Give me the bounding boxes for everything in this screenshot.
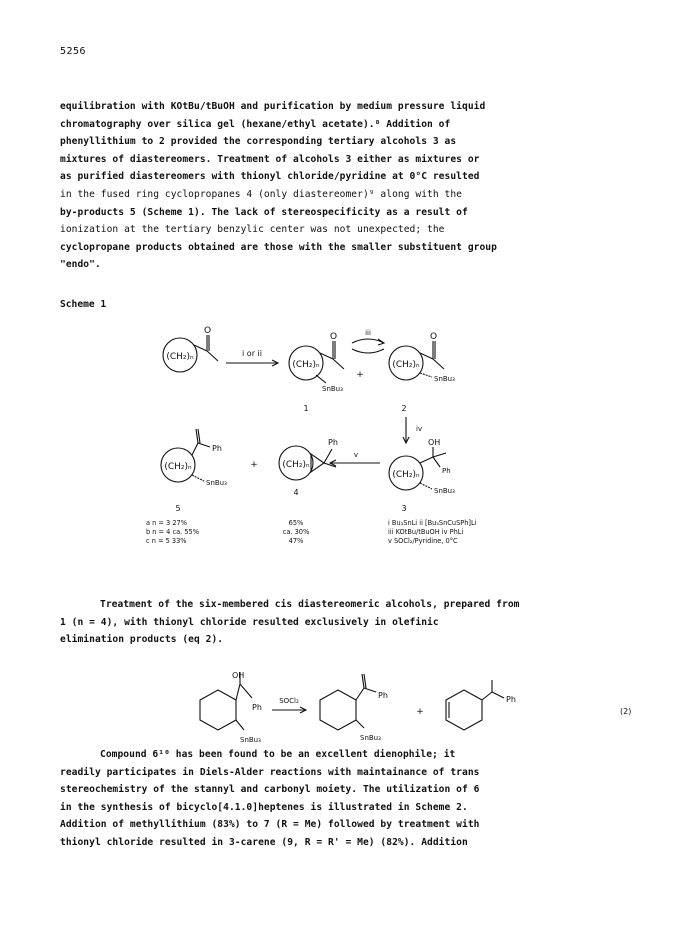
substituent-label: SnBu₃	[360, 734, 381, 742]
compound-2	[389, 332, 455, 413]
substituent-label: Ph	[252, 703, 262, 712]
ring-label: (CH₂)ₙ	[164, 462, 192, 472]
text-line: phenyllithium to 2 provided the corresponding tertiary alcohols 3 as	[60, 136, 457, 148]
substituent-label: SnBu₃	[434, 375, 455, 383]
ring-label: (CH₂)ₙ	[282, 460, 310, 470]
compound-label: 1	[303, 404, 309, 413]
substituent-label: SnBu₃	[322, 385, 343, 393]
substituent-label: SnBu₃	[434, 487, 455, 495]
text-line: 1 (n = 4), with thionyl chloride resulted exclusively in olefinic	[60, 616, 439, 628]
compound-5	[161, 429, 227, 513]
eq-reagent: SOCl₂	[279, 697, 299, 705]
substituent-label: Ph	[378, 691, 388, 700]
plus-sign: +	[356, 370, 364, 380]
eq-product-1	[320, 674, 388, 742]
arrow-label: v	[353, 451, 359, 459]
reagent-line: i Bu₃SnLi ii [Bu₃SnCuSPh]Li	[388, 519, 477, 527]
ring-label: (CH₂)ₙ	[392, 360, 420, 370]
svg-text:O: O	[204, 326, 212, 336]
reagent-line: iii KOtBu/tBuOH iv PhLi	[388, 528, 464, 536]
text-line: ionization at the tertiary benzylic center was not unexpected; the	[60, 224, 445, 236]
equation-number: (2)	[620, 707, 632, 716]
page-number: 5256	[60, 46, 87, 57]
text-line: "endo".	[60, 259, 101, 271]
reagent-line: v SOCl₂/Pyridine, 0°C	[388, 537, 458, 545]
ring-label: (CH₂)ₙ	[166, 352, 194, 362]
text-line: Compound 6¹⁰ has been found to be an excellent dienophile; it	[100, 749, 456, 760]
ring-label: (CH₂)ₙ	[392, 470, 420, 480]
ring-label: (CH₂)ₙ	[292, 360, 320, 370]
text-line: in the synthesis of bicyclo[4.1.0]heptenes is illustrated in Scheme 2.	[60, 801, 468, 813]
svg-text:O: O	[330, 332, 338, 342]
text-line: mixtures of diastereomers. Treatment of alcohols 3 either as mixtures or	[60, 153, 480, 165]
yield-line: a n = 3 27%	[146, 519, 187, 527]
substituent-label: Ph	[328, 438, 338, 447]
scheme-title: Scheme 1	[60, 299, 107, 310]
text-line: Addition of methyllithium (83%) to 7 (R = Me) followed by treatment with	[60, 819, 480, 831]
substituent-label: OH	[428, 438, 441, 447]
text-line: in the fused ring cyclopropanes 4 (only diastereomer)⁹ along with the	[60, 188, 462, 200]
substituent-label: SnBu₃	[240, 736, 261, 744]
text-line: stereochemistry of the stannyl and carbonyl moiety. The utilization of 6	[60, 784, 480, 796]
compound-label: 5	[175, 504, 181, 513]
compound-label: 3	[401, 504, 407, 513]
text-line: equilibration with KOtBu/tBuOH and purification by medium pressure liquid	[60, 101, 486, 112]
compound-1	[289, 332, 344, 413]
eq-product-2	[446, 680, 516, 730]
paragraph-1	[60, 98, 650, 274]
yield-line: 47%	[288, 537, 304, 545]
yield-line: ca. 30%	[282, 528, 310, 536]
substituent-label: OH	[232, 671, 245, 680]
text-line: cyclopropane products obtained are those with the smaller substituent group	[60, 241, 497, 253]
text-line: as purified diastereomers with thionyl chloride/pyridine at 0°C resulted	[60, 171, 480, 183]
plus-sign: +	[250, 460, 258, 470]
text-line: readily participates in Diels-Alder reactions with maintainance of trans	[60, 766, 480, 778]
arrow-label: iv	[416, 425, 423, 433]
yield-line: c n = 5 33%	[146, 537, 187, 545]
arrow-label: iii	[365, 329, 371, 337]
arrow-label: i or ii	[242, 349, 262, 358]
substituent-label: Ph	[212, 444, 222, 453]
paragraph-3	[60, 746, 650, 852]
compound-3	[389, 438, 455, 513]
text-line: elimination products (eq 2).	[60, 634, 224, 646]
yield-line: 65%	[288, 519, 304, 527]
starting-ketone	[163, 326, 218, 372]
paragraph-2	[60, 596, 650, 649]
compound-label: 4	[293, 488, 299, 497]
text-line: Treatment of the six-membered cis diastereomeric alcohols, prepared from	[100, 599, 520, 610]
substituent-label: Ph	[442, 467, 451, 475]
text-line: by-products 5 (Scheme 1). The lack of stereospecificity as a result of	[60, 206, 468, 218]
eq-reactant	[200, 671, 262, 744]
equation-2-diagram	[0, 670, 680, 750]
scheme-1-diagram	[0, 325, 680, 585]
compound-label: 2	[401, 404, 407, 413]
text-line: thionyl chloride resulted in 3-carene (9, R = R' = Me) (82%). Addition	[60, 836, 468, 848]
text-line: chromatography over silica gel (hexane/ethyl acetate).⁸ Addition of	[60, 118, 451, 130]
yield-line: b n = 4 ca. 55%	[146, 528, 199, 536]
compound-4	[279, 438, 338, 497]
plus-sign: +	[416, 707, 424, 717]
svg-text:O: O	[430, 332, 438, 342]
substituent-label: Ph	[506, 695, 516, 704]
substituent-label: SnBu₃	[206, 479, 227, 487]
